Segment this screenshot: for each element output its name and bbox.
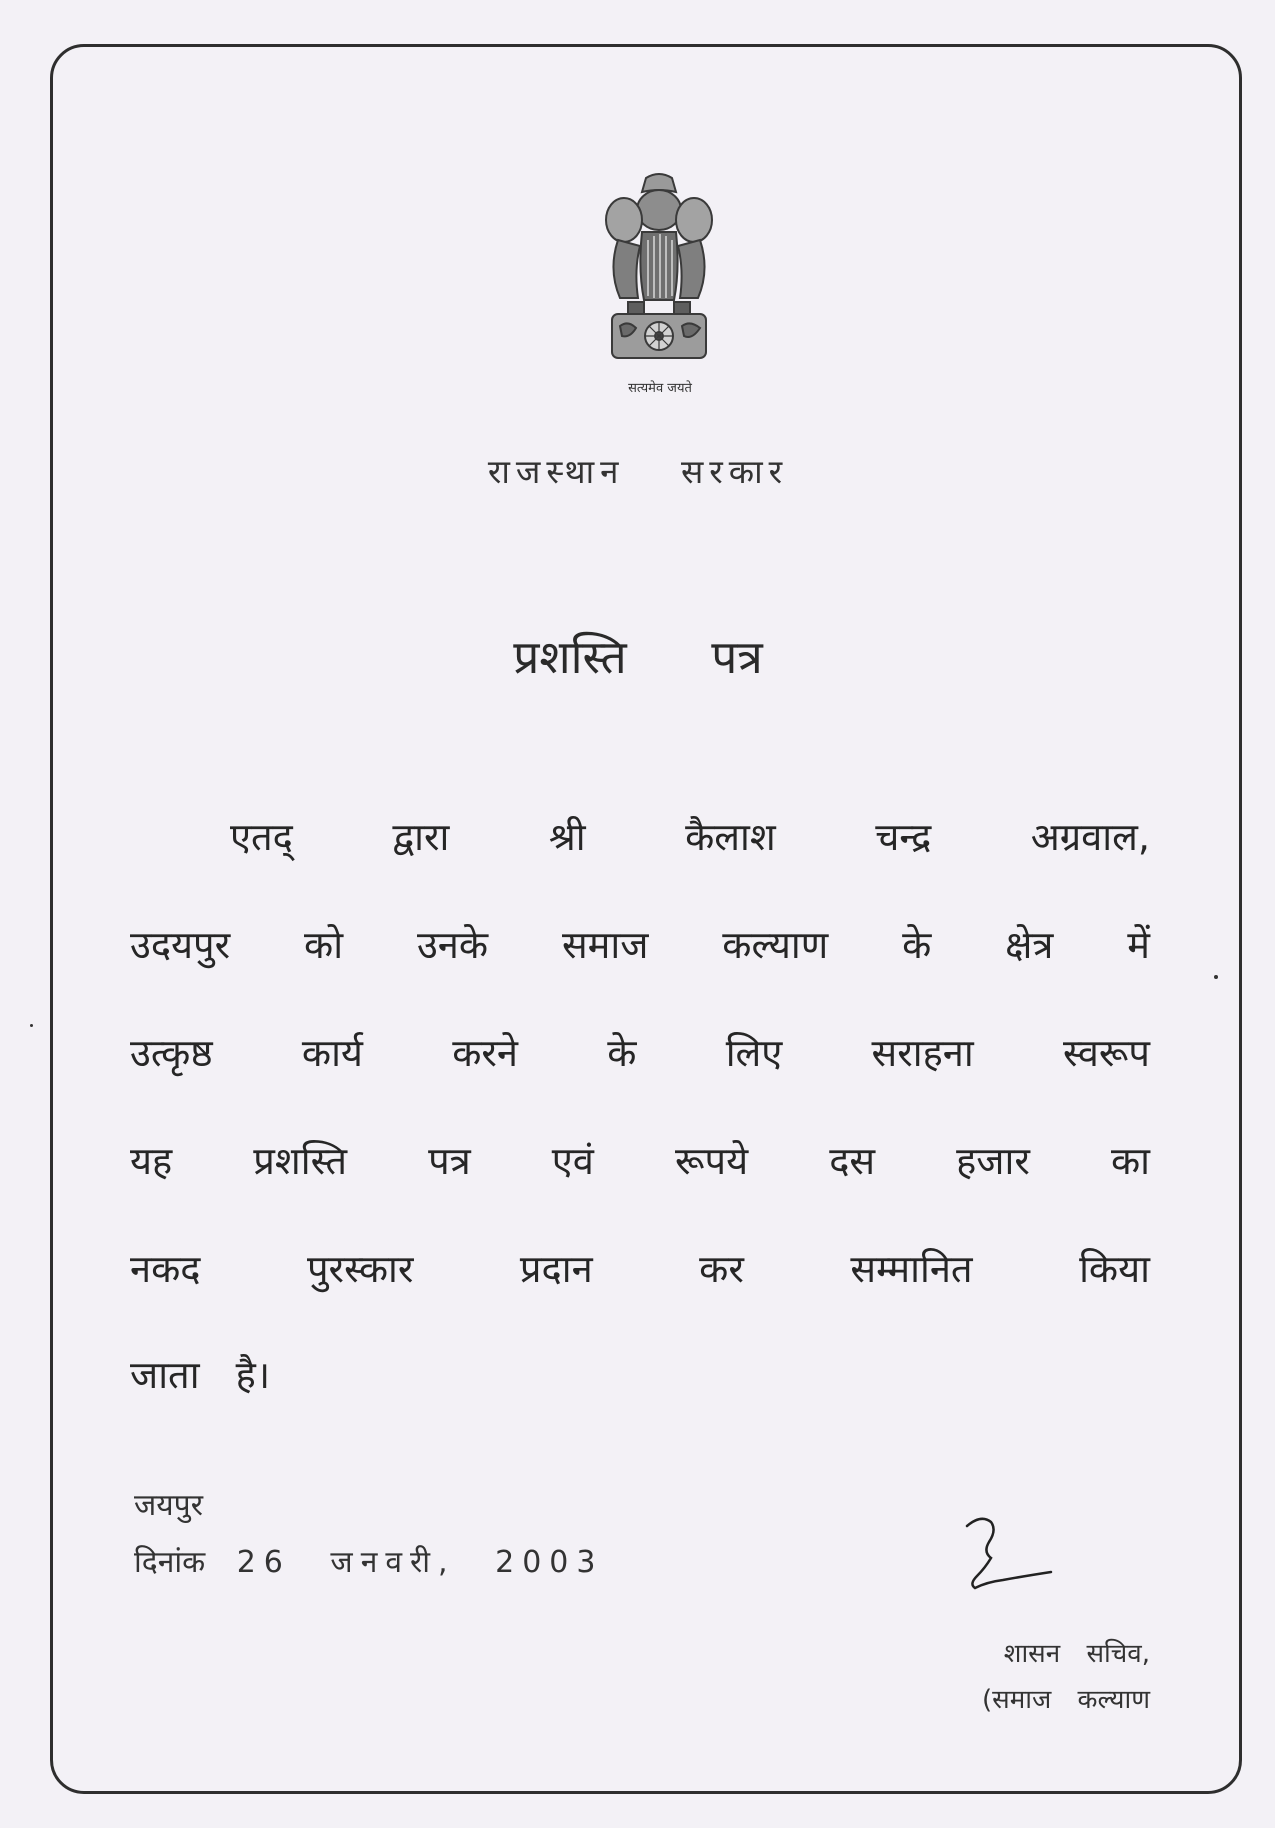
government-name: राजस्थान सरकार bbox=[487, 452, 789, 491]
signature-icon bbox=[955, 1510, 1075, 1600]
emblem-motto: सत्यमेव जयते bbox=[628, 381, 692, 396]
body-line-4: यह प्रशस्ति पत्र एवं रूपये दस हजार का bbox=[130, 1139, 1150, 1183]
ashoka-emblem-icon bbox=[588, 170, 730, 370]
issue-date bbox=[134, 1540, 603, 1581]
body-line-6: जाता है। bbox=[130, 1353, 271, 1397]
print-speck bbox=[1214, 975, 1218, 979]
body-line-1: एतद् द्वारा श्री कैलाश चन्द्र अग्रवाल, bbox=[230, 815, 1150, 859]
body-line-5: नकद पुरस्कार प्रदान कर सम्मानित किया bbox=[130, 1247, 1150, 1291]
certificate-title: प्रशस्ति पत्र bbox=[513, 630, 763, 684]
issue-place: जयपुर bbox=[134, 1488, 203, 1523]
date-label: दिनांक bbox=[134, 1545, 206, 1580]
print-speck bbox=[30, 1024, 33, 1027]
body-line-2: उदयपुर को उनके समाज कल्याण के क्षेत्र में bbox=[130, 923, 1150, 967]
designation-line-2: (समाज कल्याण bbox=[981, 1685, 1150, 1715]
date-value: 26 जनवरी, 2003 bbox=[236, 1545, 604, 1580]
designation-line-1: शासन सचिव, bbox=[1003, 1639, 1150, 1669]
body-line-3: उत्कृष्ठ कार्य करने के लिए सराहना स्वरूप bbox=[130, 1031, 1150, 1075]
